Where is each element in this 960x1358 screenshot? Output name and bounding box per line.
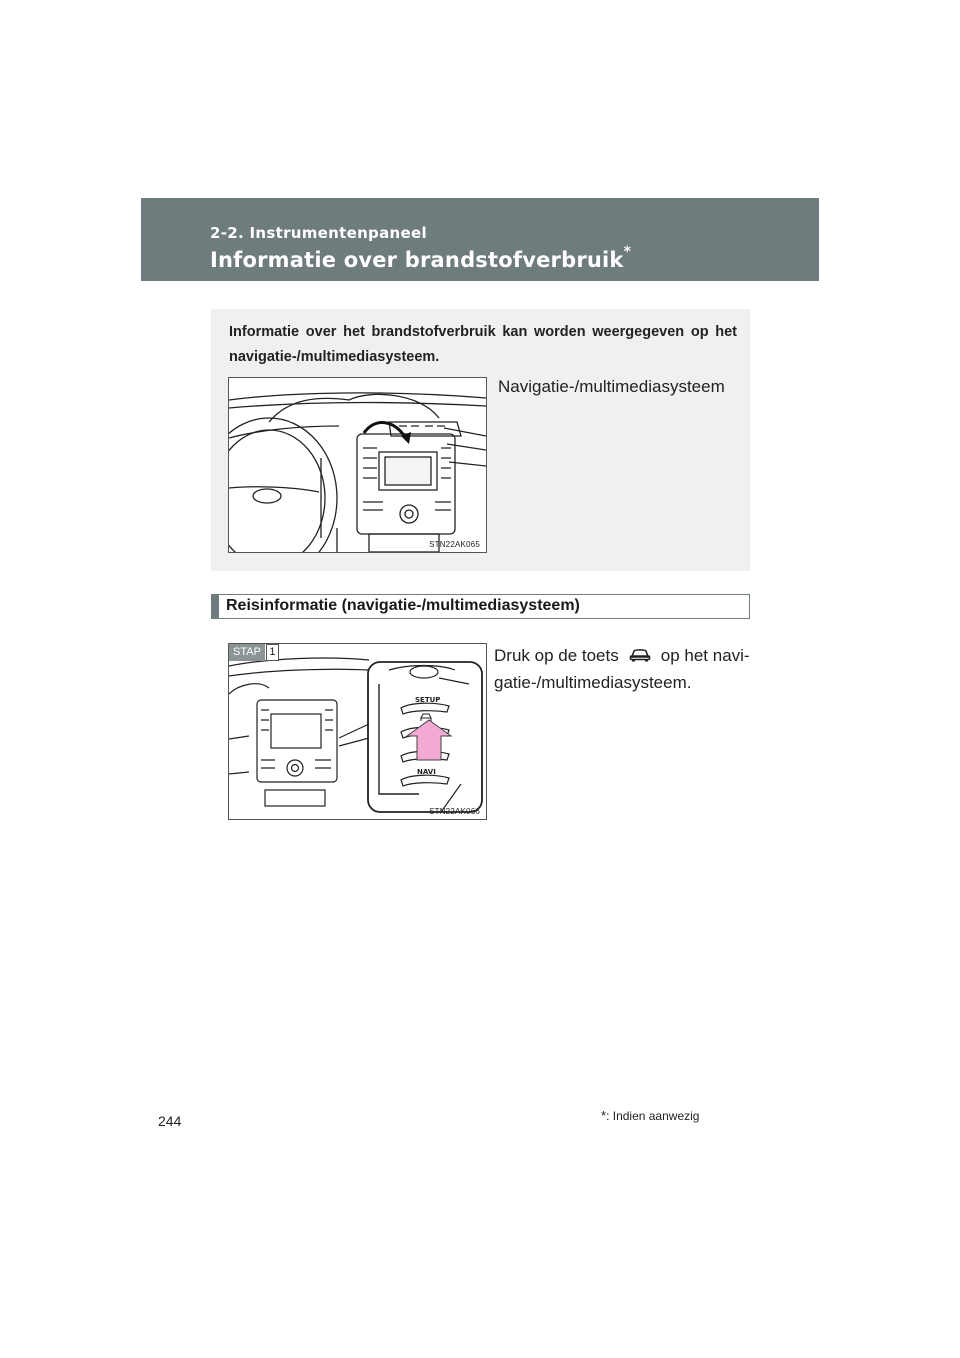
section-number: 2-2. Instrumentenpaneel [210,224,427,242]
page-title-text: Informatie over brandstofverbruik [210,248,624,272]
dashboard-illustration [228,377,487,553]
dashboard-drawing [229,378,486,552]
page-title [210,244,632,272]
step-text-after: op het navi-gatie-/multimediasysteem. [494,646,750,692]
step-label: STAP [229,644,265,661]
page-number: 244 [158,1113,182,1129]
chapter-header [141,198,819,281]
step-illustration [228,643,487,820]
step-badge [229,644,279,661]
car-icon [629,648,651,662]
callout-label: Navigatie-/multimediasysteem [498,377,725,396]
section-heading [211,594,750,619]
step-instruction [494,642,764,696]
step-number: 1 [266,644,279,661]
section-heading-text: Reisinformatie (navigatie-/multimediasysteem) [226,597,580,614]
footnote-asterisk: * [601,1108,607,1123]
heading-bar [212,595,219,618]
step-drawing [229,644,486,819]
intro-text: Informatie over het brandstofverbruik kan worden weergegeven op het navigatie-/multimediasysteem. [229,324,737,365]
step-text-before: Druk op de toets [494,646,619,665]
footnote [601,1108,699,1123]
navi-label: NAVI [417,768,436,776]
footnote-text: : Indien aanwezig [606,1109,700,1123]
title-asterisk: * [623,244,632,260]
setup-label: SETUP [415,696,441,704]
intro-box [211,309,750,571]
figure-code: STN22AK065 [429,540,480,549]
figure-code-2: STN22AK066 [429,807,480,816]
